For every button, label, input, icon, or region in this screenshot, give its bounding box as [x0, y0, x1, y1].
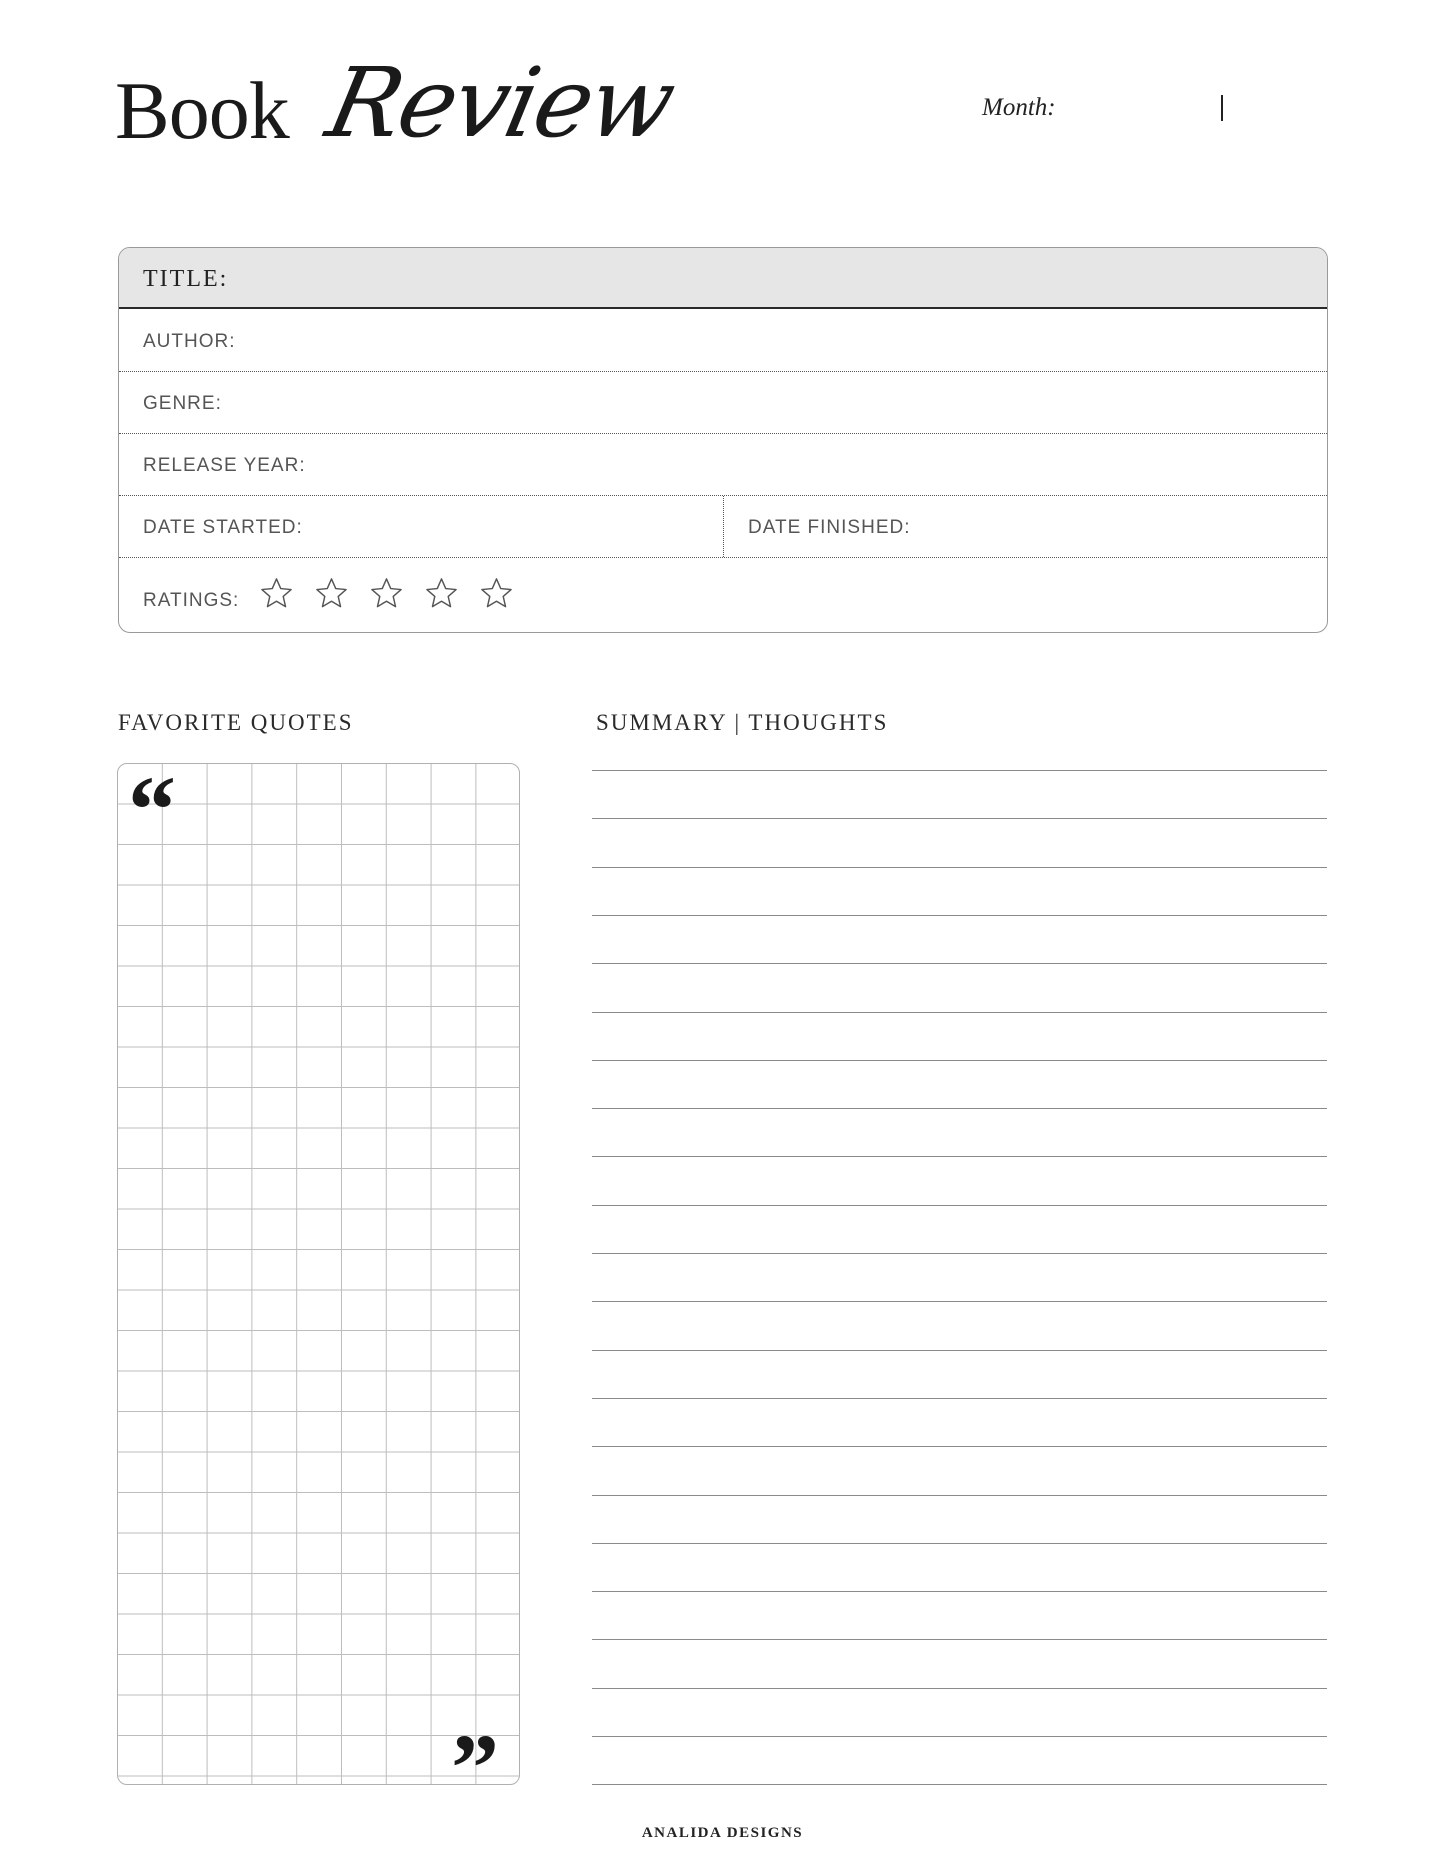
- ratings-label: RATINGS:: [143, 590, 240, 611]
- release-year-row[interactable]: [119, 434, 1327, 496]
- dates-row: [119, 496, 1327, 558]
- genre-row[interactable]: [119, 372, 1327, 434]
- star-icon[interactable]: [369, 576, 404, 611]
- title-row[interactable]: [119, 248, 1327, 309]
- summary-line[interactable]: [592, 1591, 1327, 1592]
- favorite-quotes-heading: FAVORITE QUOTES: [118, 710, 354, 735]
- summary-lines[interactable]: [592, 770, 1327, 1786]
- summary-line[interactable]: [592, 963, 1327, 964]
- ratings-row: [119, 556, 1327, 633]
- title-label: TITLE:: [143, 266, 229, 292]
- summary-line[interactable]: [592, 1253, 1327, 1254]
- summary-line[interactable]: [592, 1495, 1327, 1496]
- footer-brand: ANALIDA DESIGNS: [641, 1825, 804, 1841]
- rating-stars: [259, 576, 514, 611]
- summary-line[interactable]: [592, 1108, 1327, 1109]
- summary-line[interactable]: [592, 1350, 1327, 1351]
- star-icon[interactable]: [479, 576, 514, 611]
- summary-line[interactable]: [592, 1012, 1327, 1013]
- summary-thoughts-heading: SUMMARY | THOUGHTS: [596, 710, 889, 735]
- summary-line[interactable]: [592, 1736, 1327, 1737]
- genre-label: GENRE:: [143, 393, 222, 414]
- date-finished-cell[interactable]: [723, 496, 1328, 557]
- author-label: AUTHOR:: [143, 331, 236, 352]
- book-info-box: [118, 247, 1328, 633]
- summary-line[interactable]: [592, 1205, 1327, 1206]
- star-icon[interactable]: [259, 576, 294, 611]
- release-year-label: RELEASE YEAR:: [143, 455, 306, 476]
- star-icon[interactable]: [424, 576, 459, 611]
- summary-line[interactable]: [592, 1543, 1327, 1544]
- summary-line[interactable]: [592, 1784, 1327, 1785]
- summary-line[interactable]: [592, 1639, 1327, 1640]
- open-quote-icon: “: [128, 763, 176, 863]
- summary-line[interactable]: [592, 1060, 1327, 1061]
- month-label: Month:: [982, 94, 1056, 121]
- summary-line[interactable]: [592, 1156, 1327, 1157]
- summary-line[interactable]: [592, 818, 1327, 819]
- author-row[interactable]: [119, 310, 1327, 372]
- date-finished-label: DATE FINISHED:: [748, 517, 911, 538]
- summary-line[interactable]: [592, 1301, 1327, 1302]
- summary-line[interactable]: [592, 1446, 1327, 1447]
- star-icon[interactable]: [314, 576, 349, 611]
- summary-line[interactable]: [592, 770, 1327, 771]
- page-title-review: Review: [318, 47, 683, 159]
- summary-line[interactable]: [592, 915, 1327, 916]
- summary-line[interactable]: [592, 1398, 1327, 1399]
- summary-line[interactable]: [592, 867, 1327, 868]
- summary-line[interactable]: [592, 1688, 1327, 1689]
- date-started-label: DATE STARTED:: [143, 517, 303, 538]
- quotes-grid[interactable]: [117, 763, 520, 1785]
- page-title-book: Book: [115, 65, 289, 156]
- date-started-cell[interactable]: [119, 496, 723, 557]
- close-quote-icon: ”: [451, 1714, 499, 1785]
- month-field-divider[interactable]: [1221, 95, 1223, 121]
